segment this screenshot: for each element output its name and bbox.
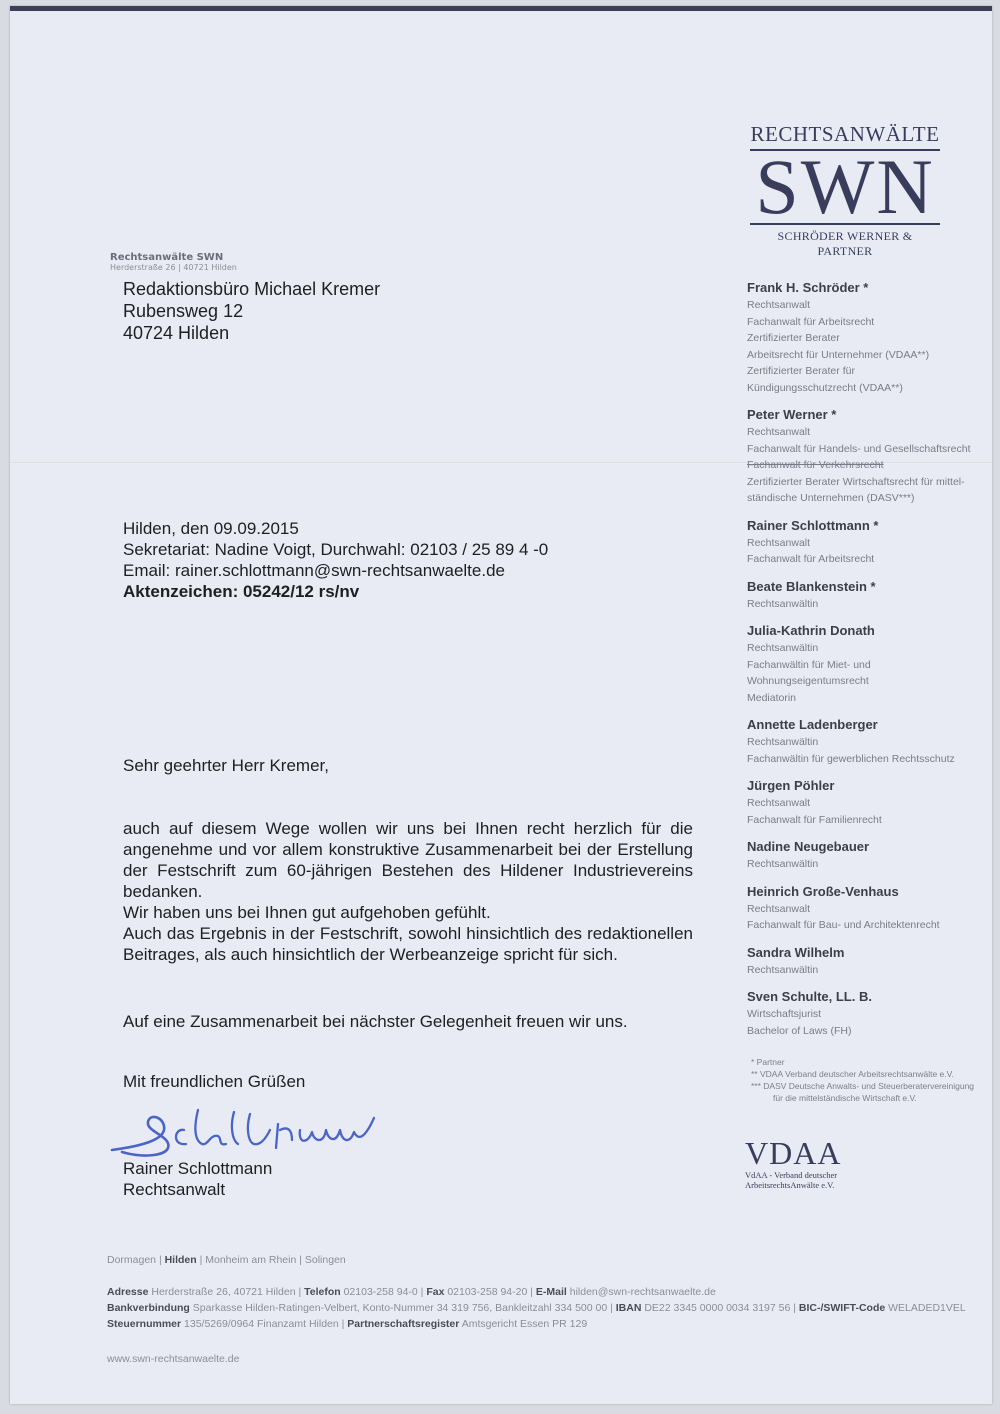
partner-entry <box>747 943 987 979</box>
reference-number: Aktenzeichen: 05242/12 rs/nv <box>123 582 360 601</box>
letter-date: Hilden, den 09.09.2015 <box>123 519 299 538</box>
footnote: * Partner <box>751 1057 785 1067</box>
partner-title: Fachanwalt für Verkehrsrecht <box>747 459 884 471</box>
partner-name: Jürgen Pöhler <box>747 778 835 793</box>
partner-list <box>747 278 987 1048</box>
firm-logo <box>750 122 940 259</box>
partner-title: Rechtsanwalt <box>747 797 811 809</box>
partner-entry <box>747 776 987 828</box>
partner-name: Annette Ladenberger <box>747 717 878 732</box>
body-paragraph-1: auch auf diesem Wege wollen wir uns bei Ihnen recht herzlich für die angenehme und vor allem konstruktive Zusammenarbeit bei der Erstellung der Festschrift zum 60-jährigen Bestehen des Hildener Industrievereins bedanken. <box>123 819 693 901</box>
partner-title: Fachanwältin für gewerblichen Rechtsschutz <box>747 752 955 765</box>
salutation: Sehr geehrter Herr Kremer, <box>123 756 329 775</box>
partner-title: Rechtsanwältin <box>747 597 819 610</box>
footnotes <box>751 1056 981 1104</box>
signer-title: Rechtsanwalt <box>123 1180 226 1199</box>
partner-entry <box>747 516 987 568</box>
partner-title: Fachanwalt für Handels- und Gesellschaftsrecht <box>747 442 971 455</box>
letter-sheet <box>10 6 992 1404</box>
footer-line-tax: Steuernummer 135/5269/0964 Finanzamt Hilden | Partnerschaftsregister Amtsgericht Essen PR 129 <box>107 1318 588 1330</box>
iban-value: DE22 3345 0000 0034 3197 56 <box>644 1302 791 1314</box>
partner-entry <box>747 837 987 873</box>
partner-title: Rechtsanwältin <box>747 963 819 976</box>
footer-website: www.swn-rechtsanwaelte.de <box>107 1353 240 1365</box>
partner-title: Zertifizierter Berater für <box>747 365 855 377</box>
partner-entry <box>747 987 987 1039</box>
tax-value: 135/5269/0964 Finanzamt Hilden <box>184 1318 339 1330</box>
partner-name: Sandra Wilhelm <box>747 944 845 960</box>
location-item: Hilden <box>164 1254 197 1266</box>
tax-label: Steuernummer <box>107 1318 182 1330</box>
logo-top-text: RECHTSANWÄLTE <box>750 122 940 151</box>
partner-title: Fachanwalt für Bau- und Architektenrecht <box>747 919 940 931</box>
partner-title: Zertifizierter Berater <box>747 332 840 344</box>
register-value: Amtsgericht Essen PR 129 <box>461 1318 588 1330</box>
footer-locations: Dormagen | Hilden | Monheim am Rhein | Solingen <box>107 1254 346 1266</box>
address-label: Adresse <box>107 1286 149 1298</box>
partner-title: Kündigungsschutzrecht (VDAA**) <box>747 381 903 394</box>
partner-name: Nadine Neugebauer <box>747 839 870 854</box>
partner-title: Fachanwältin für Miet- und Wohnungseigentumsrecht <box>747 658 871 687</box>
partner-title: Rechtsanwältin <box>747 736 819 748</box>
logo-sub-text: SCHRÖDER WERNER & PARTNER <box>777 229 913 258</box>
partner-title: Rechtsanwalt <box>747 536 811 549</box>
recipient-line-1: Redaktionsbüro Michael Kremer <box>123 279 381 299</box>
partner-name: Beate Blankenstein * <box>747 578 876 594</box>
closing-line: Auf eine Zusammenarbeit bei nächster Gelegenheit freuen wir uns. <box>123 1012 628 1031</box>
secretariat-line: Sekretariat: Nadine Voigt, Durchwahl: 02103 / 25 89 4 -0 <box>123 540 549 559</box>
partner-title: Mediatorin <box>747 691 797 704</box>
letter-meta <box>123 518 548 602</box>
partner-entry <box>747 405 987 507</box>
partner-name: Rainer Schlottmann * <box>747 517 879 533</box>
vdaa-text-1: VdAA - Verband deutscher <box>745 1170 838 1180</box>
top-border <box>10 6 992 11</box>
partner-title: Rechtsanwalt <box>747 426 811 438</box>
partner-title: Zertifizierter Berater Wirtschaftsrecht für mittel- <box>747 475 965 488</box>
partner-title: Bachelor of Laws (FH) <box>747 1024 852 1037</box>
footer-line-bank: Bankverbindung Sparkasse Hilden-Ratingen-Velbert, Konto-Nummer 34 319 756, Bankleitzahl 334 500 00 | IBAN DE22 3345 0000 0034 3197 56 | BIC-/SWIFT-Code WELADED1VEL <box>107 1302 966 1314</box>
partner-entry <box>747 577 987 613</box>
partner-entry <box>747 278 987 396</box>
partner-title: Fachanwalt für Familienrecht <box>747 813 882 826</box>
footnote: *** DASV Deutsche Anwalts- und Steuerberatervereinigung <box>751 1081 975 1091</box>
sender-block <box>110 252 237 272</box>
partner-title: Rechtsanwalt <box>747 299 811 311</box>
partner-title: Rechtsanwältin <box>747 642 819 654</box>
email-value: hilden@swn-rechtsanwaelte.de <box>569 1286 716 1298</box>
partner-entry <box>747 882 987 934</box>
address-value: Herderstraße 26, 40721 Hilden <box>151 1286 296 1298</box>
handwritten-signature <box>102 1100 402 1162</box>
iban-label: IBAN <box>615 1302 642 1314</box>
partner-entry <box>747 621 987 706</box>
sender-name: Rechtsanwälte SWN <box>110 252 224 263</box>
recipient-line-2: Rubensweg 12 <box>123 301 244 321</box>
body-paragraph-2: Wir haben uns bei Ihnen gut aufgehoben gefühlt. <box>123 903 491 922</box>
fax-label: Fax <box>426 1286 445 1298</box>
letter-body <box>123 818 693 965</box>
signer-name: Rainer Schlottmann <box>123 1159 273 1178</box>
bic-label: BIC-/SWIFT-Code <box>798 1302 886 1314</box>
location-item: Dormagen <box>107 1254 157 1266</box>
register-label: Partnerschaftsregister <box>347 1318 460 1330</box>
bic-value: WELADED1VEL <box>888 1302 966 1314</box>
location-item: Monheim am Rhein <box>205 1254 297 1266</box>
footnote: ** VDAA Verband deutscher Arbeitsrechtsanwälte e.V. <box>751 1069 954 1079</box>
signer-block <box>123 1158 272 1200</box>
partner-title: Rechtsanwalt <box>747 902 811 915</box>
footer-details <box>107 1284 966 1332</box>
fax-value: 02103-258 94-20 <box>447 1286 528 1298</box>
bank-value: Sparkasse Hilden-Ratingen-Velbert, Konto-Nummer 34 319 756, Bankleitzahl 334 500 00 <box>192 1302 608 1314</box>
partner-name: Heinrich Große-Venhaus <box>747 883 899 899</box>
partner-title: Fachanwalt für Arbeitsrecht <box>747 553 875 565</box>
footer-line-contact: Adresse Herderstraße 26, 40721 Hilden | Telefon 02103-258 94-0 | Fax 02103-258 94-20 | E-Mail hilden@swn-rechtsanwaelte.de <box>107 1286 716 1298</box>
location-item: Solingen <box>304 1254 346 1266</box>
bank-label: Bankverbindung <box>107 1302 190 1314</box>
greeting: Mit freundlichen Grüßen <box>123 1072 306 1091</box>
partner-title: Fachanwalt für Arbeitsrecht <box>747 315 875 328</box>
phone-value: 02103-258 94-0 <box>343 1286 418 1298</box>
body-paragraph-3: Auch das Ergebnis in der Festschrift, sowohl hinsichtlich des redaktionellen Beitrages, als auch hinsichtlich der Werbeanzeige spricht für sich. <box>123 924 693 964</box>
partner-name: Frank H. Schröder * <box>747 280 869 295</box>
recipient-block <box>123 278 380 344</box>
recipient-line-3: 40724 Hilden <box>123 323 230 343</box>
partner-name: Julia-Kathrin Donath <box>747 623 875 638</box>
email-label: E-Mail <box>535 1286 567 1298</box>
partner-title: Arbeitsrecht für Unternehmer (VDAA**) <box>747 348 930 361</box>
vdaa-text-2: ArbeitsrechtsAnwälte e.V. <box>745 1180 835 1190</box>
partner-title: ständische Unternehmen (DASV***) <box>747 492 915 504</box>
email-line: Email: rainer.schlottmann@swn-rechtsanwaelte.de <box>123 561 505 580</box>
partner-title: Wirtschaftsjurist <box>747 1008 822 1020</box>
vdaa-logo: VDAA <box>745 1135 842 1171</box>
partner-name: Sven Schulte, LL. B. <box>747 989 872 1004</box>
logo-main-text: SWN <box>750 151 940 225</box>
footnote: für die mittelständische Wirtschaft e.V. <box>773 1093 917 1103</box>
sender-address: Herderstraße 26 | 40721 Hilden <box>110 263 237 272</box>
partner-entry <box>747 715 987 767</box>
partner-name: Peter Werner * <box>747 407 837 422</box>
partner-title: Rechtsanwältin <box>747 858 819 870</box>
phone-label: Telefon <box>304 1286 341 1298</box>
vdaa-logo-block <box>745 1136 841 1190</box>
